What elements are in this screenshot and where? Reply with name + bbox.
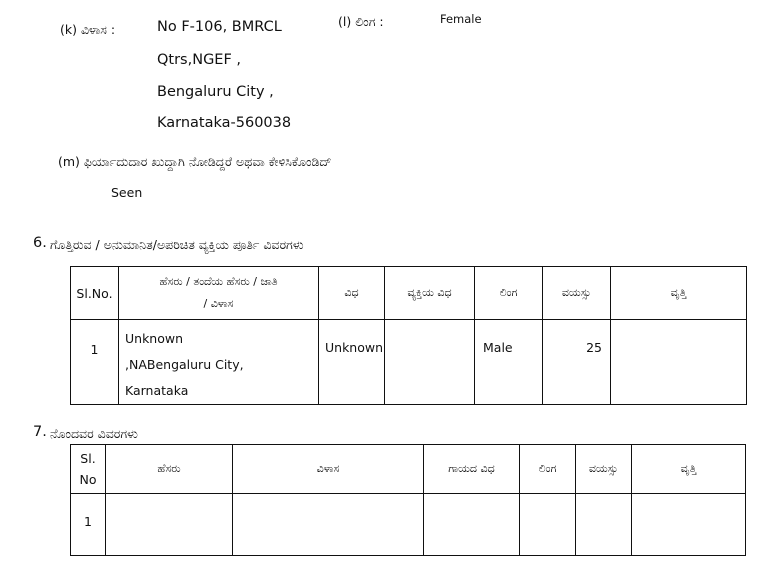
header-name-address [119, 267, 319, 320]
cell-age [576, 494, 632, 556]
header-type: ವಿಧ [319, 267, 385, 320]
complainant-witness-value: Seen [111, 185, 143, 200]
header-person-type: ವ್ಯಕ್ತಿಯ ವಿಧ [385, 267, 475, 320]
cell-gender: Male [475, 320, 543, 405]
table-row [71, 320, 747, 405]
cell-age: 25 [543, 320, 611, 405]
header-slno [71, 445, 106, 494]
accused-details-table [70, 266, 747, 405]
cell-type: Unknown [319, 320, 385, 405]
header-injury-type: ಗಾಯದ ವಿಧ [424, 445, 520, 494]
address-line-1: No F-106, BMRCL [157, 19, 282, 35]
address-label: (k) ವಿಳಾಸ : [60, 22, 116, 37]
cell-occupation [632, 494, 746, 556]
table-row [71, 494, 746, 556]
table-header-row [71, 445, 746, 494]
header-gender: ಲಿಂಗ [520, 445, 576, 494]
header-age: ವಯಸ್ಸು [576, 445, 632, 494]
name-line-1: Unknown [125, 331, 184, 346]
address-line-4: Karnataka-560038 [157, 115, 292, 131]
header-slno-line1: Sl. [80, 451, 96, 466]
table-header-row [71, 267, 747, 320]
section7-title: ನೊಂದವರ ವಿವರಗಳು [50, 426, 138, 441]
address-line-2: Qtrs,NGEF , [157, 52, 242, 68]
cell-occupation [611, 320, 747, 405]
address-line-3: Bengaluru City , [157, 84, 274, 100]
cell-slno: 1 [71, 494, 106, 556]
cell-person-type [385, 320, 475, 405]
cell-slno: 1 [71, 320, 119, 405]
header-gender: ಲಿಂಗ [475, 267, 543, 320]
name-line-2: ,NABengaluru City, [125, 357, 244, 372]
cell-gender [520, 494, 576, 556]
section7-number: 7. [33, 424, 47, 440]
cell-name-address [119, 320, 319, 405]
cell-address [233, 494, 424, 556]
header-occupation: ವೃತ್ತಿ [611, 267, 747, 320]
header-age: ವಯಸ್ಸು [543, 267, 611, 320]
cell-injury-type [424, 494, 520, 556]
header-slno-line2: No [79, 472, 97, 487]
header-address: ವಿಳಾಸ [233, 445, 424, 494]
gender-label: (l) ಲಿಂಗ : [338, 14, 384, 29]
header-name-line2: / ವಿಳಾಸ [203, 297, 234, 310]
name-line-3: Karnataka [125, 383, 189, 398]
header-occupation: ವೃತ್ತಿ [632, 445, 746, 494]
header-slno: Sl.No. [71, 267, 119, 320]
cell-name [106, 494, 233, 556]
header-name: ಹೆಸರು [106, 445, 233, 494]
complainant-witness-label: (m) ಫಿರ್ಯಾದುದಾರ ಖುದ್ದಾಗಿ ನೋಡಿದ್ದರೆ ಅಥವಾ ಕೇಳಿಸಿಕೊಂಡಿದ್ [58, 154, 332, 169]
section6-number: 6. [33, 235, 47, 251]
section6-title: ಗೊತ್ತಿರುವ / ಅನುಮಾನಿತ/ಅಪರಿಚಿತ ವ್ಯಕ್ತಿಯ ಪೂರ್ತಿ ವಿವರಗಳು [50, 237, 304, 252]
victim-details-table [70, 444, 746, 556]
gender-value: Female [440, 12, 482, 26]
header-name-line1: ಹೆಸರು / ತಂದೆಯ ಹೆಸರು / ಜಾತಿ [159, 275, 278, 288]
